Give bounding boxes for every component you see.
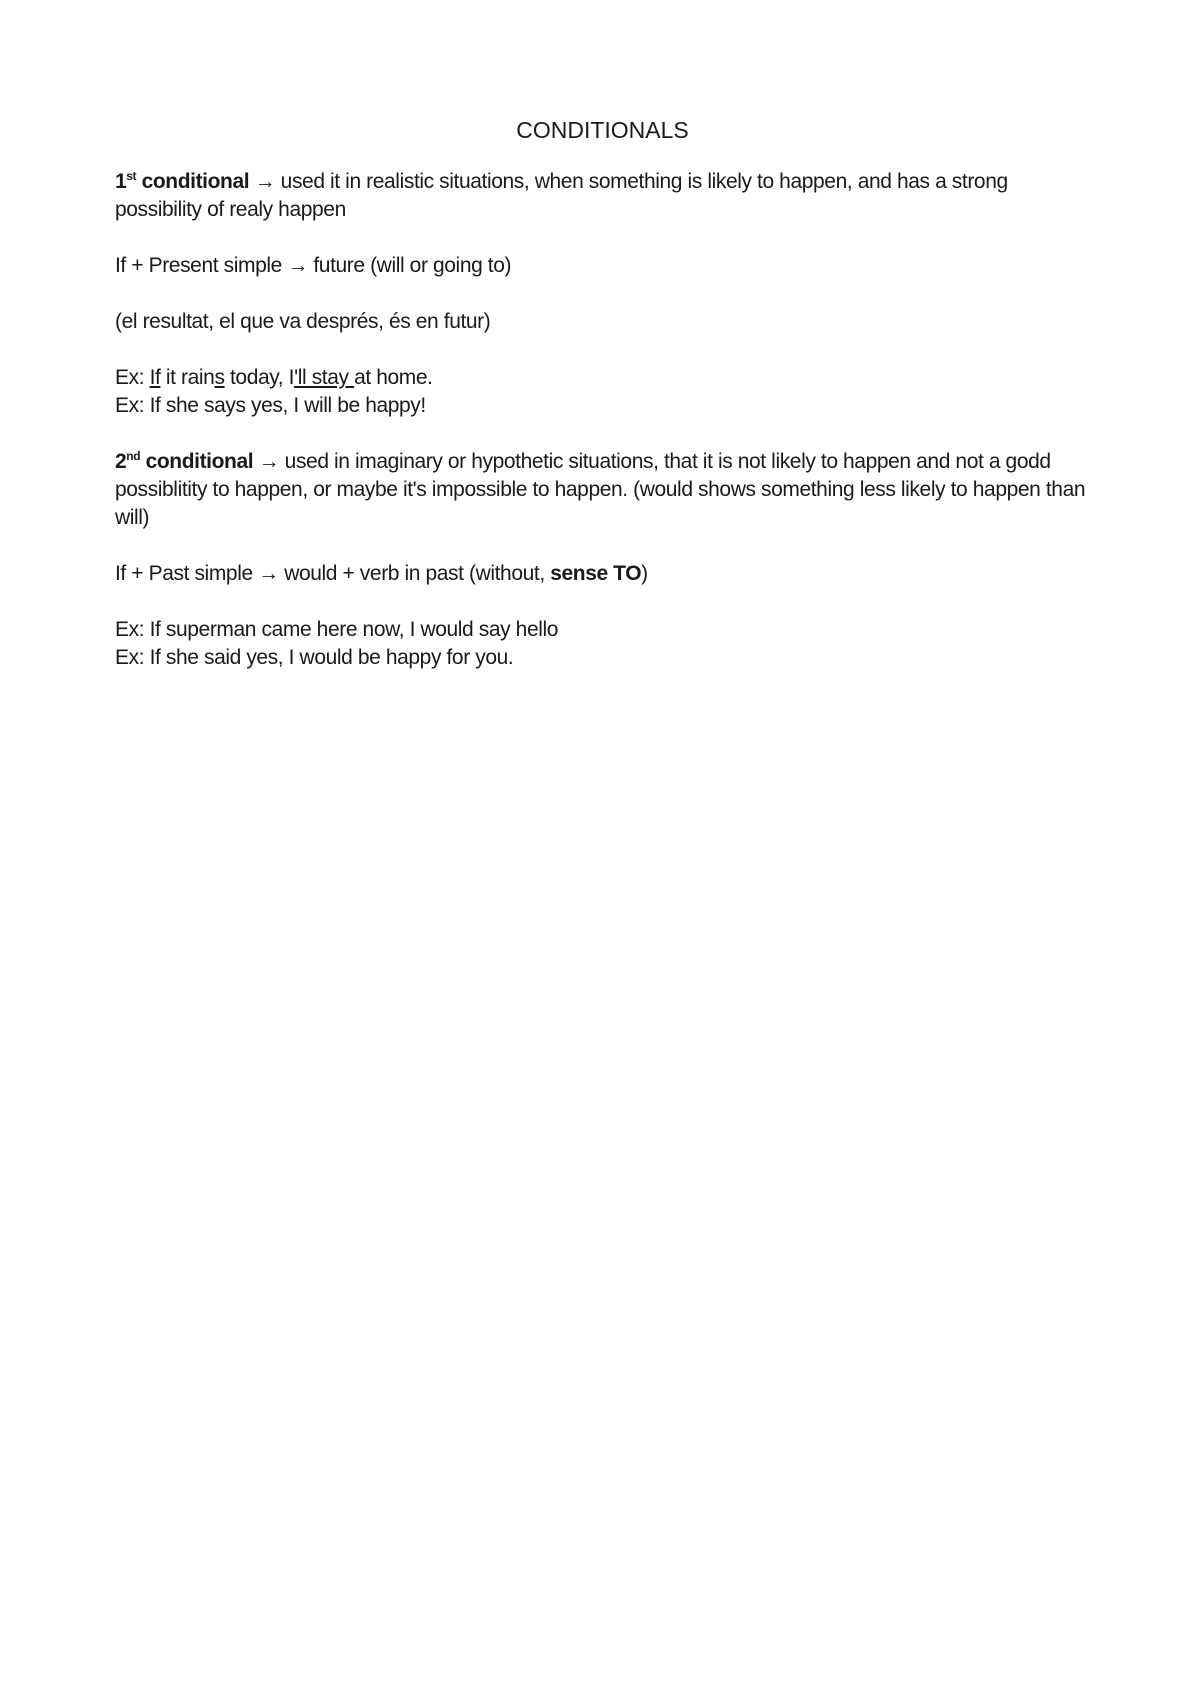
first-conditional-example-1: Ex: If it rains today, I'll stay at home.	[115, 366, 433, 389]
second-conditional-formula: If + Past simple → would + verb in past (without, sense TO)	[115, 562, 648, 585]
first-conditional-note: (el resultat, el que va després, és en futur)	[115, 310, 491, 333]
first-conditional-definition	[115, 168, 1090, 224]
page-title: CONDITIONALS	[516, 117, 689, 143]
second-conditional-definition	[115, 448, 1090, 532]
second-conditional-description: used in imaginary or hypothetic situations, that it is not likely to happen and not a godd possiblitity to happen, or maybe it's impossible to happen. (would shows something less likely to happen than will)	[115, 450, 1086, 529]
arrow-symbol: →	[253, 450, 285, 473]
arrow-symbol: →	[249, 170, 281, 193]
first-conditional-formula: If + Present simple → future (will or going to)	[115, 254, 512, 277]
underlined-if: If	[149, 366, 161, 389]
first-conditional-heading: 1st conditional	[115, 169, 250, 193]
second-conditional-example-1: Ex: If superman came here now, I would say hello	[115, 618, 559, 641]
underlined-ll-stay: 'll stay	[294, 366, 355, 389]
underlined-s: s	[214, 366, 225, 389]
sense-to-bold: sense TO	[550, 562, 642, 585]
document-content	[115, 114, 1090, 672]
first-conditional-description: used it in realistic situations, when something is likely to happen, and has a strong possibility of realy happen	[115, 170, 1008, 221]
first-conditional-example-2: Ex: If she says yes, I will be happy!	[115, 394, 426, 417]
second-conditional-heading: 2nd conditional	[115, 449, 254, 473]
second-conditional-example-2: Ex: If she said yes, I would be happy for you.	[115, 646, 514, 669]
